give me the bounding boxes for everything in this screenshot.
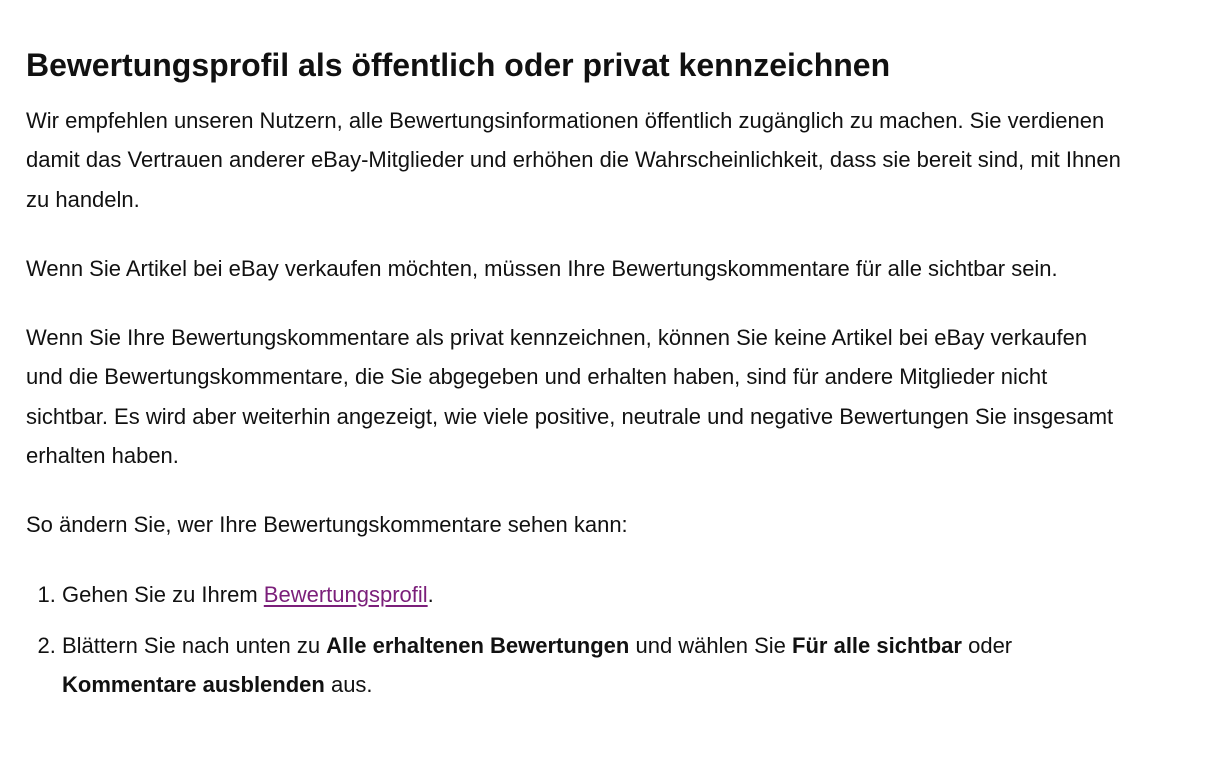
step-2-text-c: oder — [961, 632, 1013, 658]
step-2-text-b: und wählen Sie — [629, 632, 793, 658]
step-2-text-a: Blättern Sie nach unten zu — [62, 632, 327, 658]
steps-list — [26, 575, 1127, 705]
step-2-text-d: aus. — [324, 672, 373, 698]
hide-comments-label: Kommentare ausblenden — [62, 672, 325, 698]
step-1-period: . — [427, 581, 434, 607]
selling-requirement-paragraph: Wenn Sie Artikel bei eBay verkaufen möchten, müssen Ihre Bewertungskommentare für alle sichtbar sein. — [26, 255, 1058, 281]
page-title: Bewertungsprofil als öffentlich oder privat kennzeichnen — [26, 47, 891, 83]
feedback-profile-link[interactable]: Bewertungsprofil — [263, 581, 428, 607]
step-item-1 — [62, 575, 1127, 614]
step-1-text: Gehen Sie zu Ihrem — [62, 581, 264, 607]
step-item-2 — [62, 626, 1127, 705]
all-received-feedback-label: Alle erhaltenen Bewertungen — [326, 632, 630, 658]
intro-paragraph: Wir empfehlen unseren Nutzern, alle Bewertungsinformationen öffentlich zugänglich zu machen. Sie verdienen damit das Vertrauen anderer eBay-Mitglieder und erhöhen die Wahrscheinlichkeit, dass sie bereit sind, mit Ihnen zu handeln. — [26, 108, 1121, 212]
instructions-intro: So ändern Sie, wer Ihre Bewertungskommentare sehen kann: — [26, 512, 628, 538]
private-consequences-paragraph: Wenn Sie Ihre Bewertungskommentare als privat kennzeichnen, können Sie keine Artikel bei eBay verkaufen und die Bewertungskommentare, die Sie abgegeben und erhalten haben, sind für andere Mitglieder nicht sichtbar. Es wird aber weiterhin angezeigt, wie viele positive, neutrale und negative Bewertungen Sie insgesamt erhalten haben. — [26, 325, 1114, 469]
visible-to-all-label: Für alle sichtbar — [792, 632, 962, 658]
